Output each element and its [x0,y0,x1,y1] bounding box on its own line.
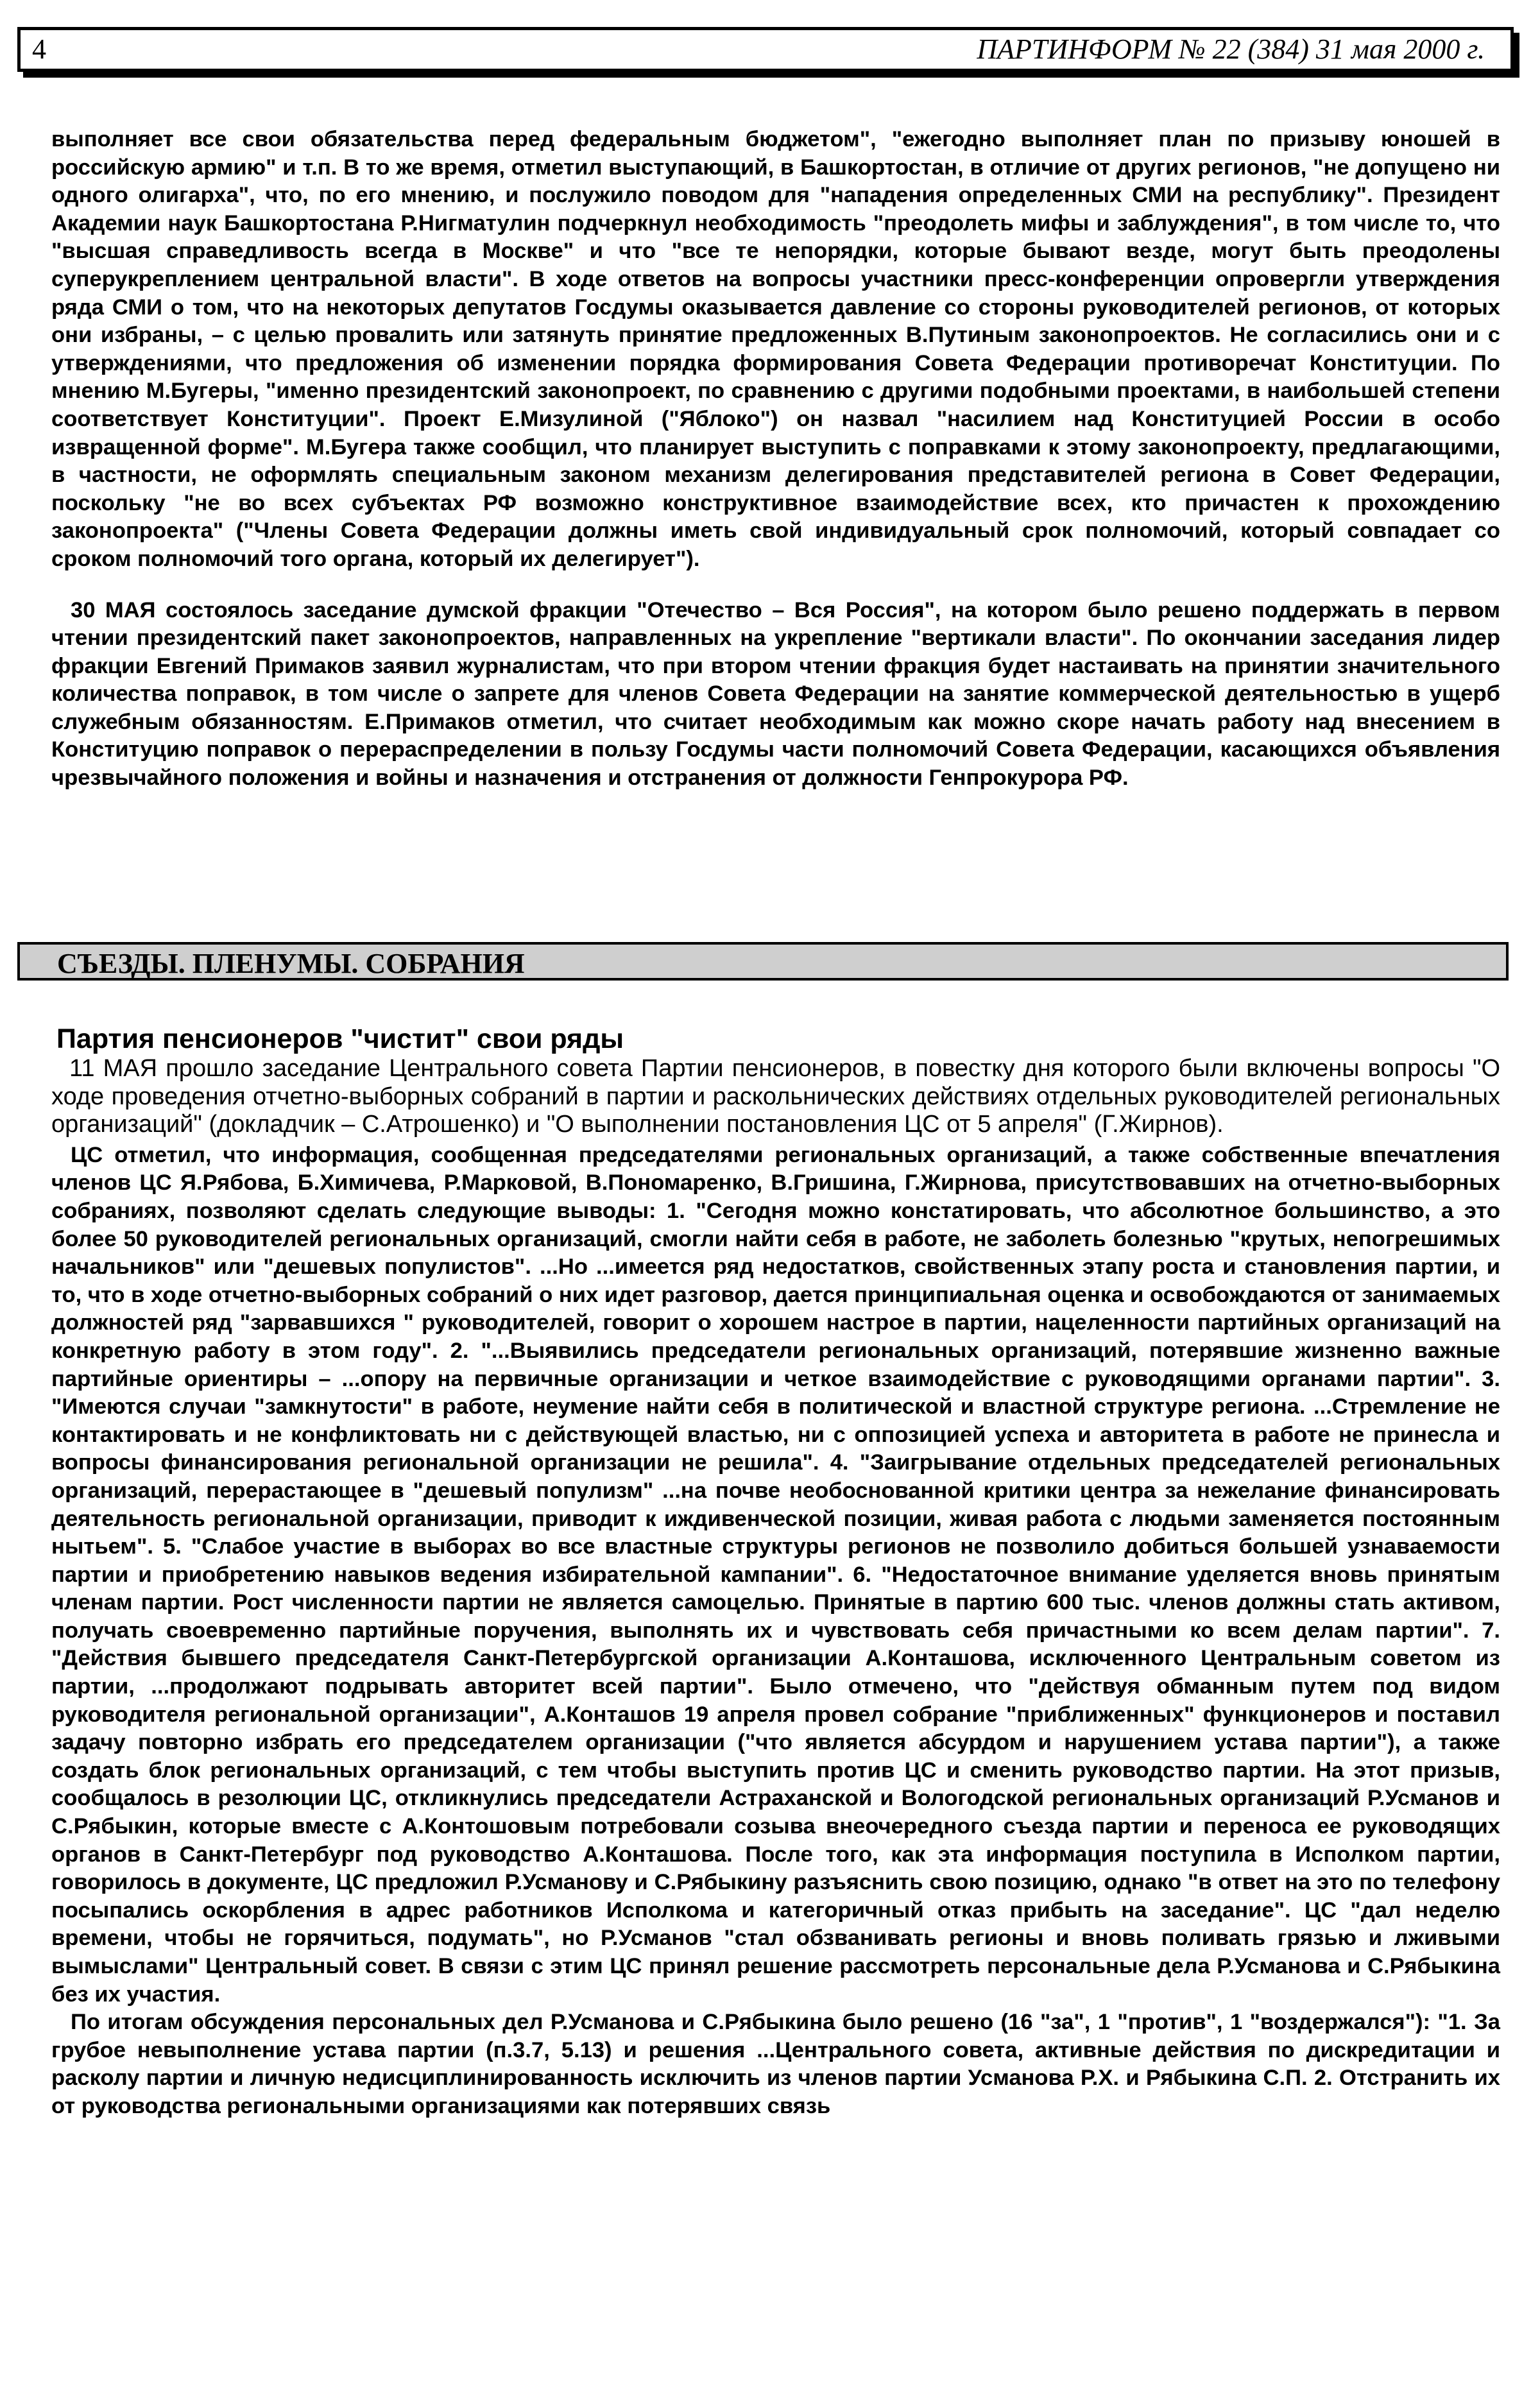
section-header [17,942,1509,981]
article-pensioners-party [51,1023,1500,2121]
article-paragraph: выполняет все свои обязательства перед федеральным бюджетом", "ежегодно выполняет план по призыву юношей в российскую армию" и т.п. В то же время, отметил выступающий, в Башкортостан, в отличие от других регионов, "не допущено ни одного олигарха", что, по его мнению, и послужило поводом для "нападения определенных СМИ на республику". Президент Академии наук Башкортостана Р.Нигматулин подчеркнул необходимость "преодолеть мифы и заблуждения", в том числе то, что "высшая справедливость всегда в Москве" и что "все те непорядки, которые бывают везде, могут быть преодолены суперукреплением центральной власти". В ходе ответов на вопросы участники пресс-конференции опровергли утверждения ряда СМИ о том, что на некоторых депутатов Госдумы оказывается давление со стороны руководителей регионов, от которых они избраны, – с целью провалить или затянуть принятие предложенных В.Путиным законопроектов. Не согласились они и с утверждениями, что предложения об изменении порядка формирования Совета Федерации противоречат Конституции. По мнению М.Бугеры, "именно президентский законопроект, по сравнению с другими подобными проектами, в наибольшей степени соответствует Конституции". Проект Е.Мизулиной ("Яблоко") он назвал "насилием над Конституцией России в особо извращенной форме". М.Бугера также сообщил, что планирует выступить с поправками к этому законопроекту, предлагающими, в частности, не оформлять специальным законом механизм делегирования представителей региона в Совет Федерации, поскольку "не во всех субъектах РФ возможно конструктивное взаимодействие всех, кто причастен к прохождению законопроекта" ("Члены Совета Федерации должны иметь свой индивидуальный срок полномочий, который совпадает со сроком полномочий того органа, который их делегирует"). [51,127,1500,571]
article-title: Партия пенсионеров "чистит" свои ряды [56,1024,624,1054]
page-number: 4 [32,33,46,65]
page-header [17,27,1514,72]
article-paragraph: ЦС отметил, что информация, сообщенная председателями региональных организаций, а также собственные впечатления членов ЦС Я.Рябова, Б.Химичева, Р.Марковой, В.Пономаренко, В.Гришина, Г.Жирнова, присутствовавших на отчетно-выборных собраниях, позволяют сделать следующие выводы: 1. "Сегодня можно констатировать, что абсолютное большинство, а это более 50 руководителей региональных организаций, смогли найти себя в работе, не заболеть болезнью "крутых, непогрешимых начальников" или "дешевых популистов". ...Но ...имеется ряд недостатков, свойственных этапу роста и становления партии, и то, что в ходе отчетно-выборных собраний о них идет разговор, дается принципиальная оценка и освобождаются от занимаемых должностей ряд "зарвавшихся " руководителей, говорит о хорошем настрое в партии, нацеленности партийных организаций на конкретную работу в этом году". 2. "...Выявились председатели региональных организаций, потерявшие жизненно важные партийные ориентиры – ...опору на первичные организации и четкое взаимодействие с руководящими органами партии". 3. "Имеются случаи "замкнутости" в работе, неумение найти себя в политической и властной структуре региона. ...Стремление не контактировать и не конфликтовать ни с действующей властью, ни с оппозицией успеха и авторитета в работе не принесла и вопросы финансирования региональной организации не решила". 4. "Заигрывание отдельных председателей региональных организаций, перерастающее в "дешевый популизм" ...на почве необоснованной критики центра за нежелание финансировать деятельность региональной организации, приводит к иждивенческой позиции, живая работа с людьми заменяется постоянным нытьем". 5. "Слабое участие в выборах во все властные структуры регионов не позволило добиться большей узнаваемости партии и приобретению навыков ведения избирательной кампании". 6. "Недостаточное внимание уделяется вновь принятым членам партии. Рост численности партии не является самоцелью. Принятые в партию 600 тыс. членов должны стать активом, получать своевременно партийные поручения, выполнять их и чувствовать себя причастными ко всем делам партии". 7. "Действия бывшего председателя Санкт-Петербургской организации А.Конташова, исключенного Центральным советом из партии, ...продолжают подрывать авторитет всей партии". Было отмечено, что "действуя обманным путем под видом руководителя региональной организации", А.Конташов 19 апреля провел собрание "приближенных" функционеров и поставил задачу повторно избрать его председателем организации ("что является абсурдом и нарушением устава партии"), а также создать блок региональных организаций, с тем чтобы выступить против ЦС и сменить руководство партии. На этот призыв, сообщалось в резолюции ЦС, откликнулись председатели Астраханской и Вологодской региональных организаций Р.Усманов и С.Рябыкин, которые вместе с А.Контошовым потребовали созыва внеочередного съезда партии и переноса ее руководящих органов в Санкт-Петербург под руководство А.Конташова. После того, как эта информация поступила в Исполком партии, говорилось в документе, ЦС предложил Р.Усманову и С.Рябыкину разъяснить свою позицию, однако "в ответ на это по телефону посыпались оскорбления в адрес работников Исполкома и категоричный отказ прибыть на заседание". ЦС "дал неделю времени, чтобы не горячиться, подумать", но Р.Усманов "стал обзванивать регионы и вновь поливать грязью и лживыми вымыслами" Центральный совет. В связи с этим ЦС принял решение рассмотреть персональные дела Р.Усманова и С.Рябыкина без их участия. [51,1142,1500,2007]
article-paragraph: По итогам обсуждения персональных дел Р.Усманова и С.Рябыкина было решено (16 "за", 1 "против", 1 "воздержался"): "1. За грубое невыполнение устава партии (п.3.7, 5.13) и решения ...Центрального совета, активные действия по дискредитации и расколу партии и личную недисциплинированность исключить из членов партии Усманова Р.Х. и Рябыкина С.П. 2. Отстранить их от руководства региональными организациями как потерявших связь [51,2010,1500,2118]
publication-title: ПАРТИНФОРМ № 22 (384) 31 мая 2000 г. [977,33,1485,65]
article-constitution-continuation [51,126,1500,793]
article-paragraph: 30 МАЯ состоялось заседание думской фракции "Отечество – Вся Россия", на котором было решено поддержать в первом чтении президентский пакет законопроектов, направленных на укрепление "вертикали власти". По окончании заседания лидер фракции Евгений Примаков заявил журналистам, что при втором чтении фракция будет настаивать на принятии значительного количества поправок, в том числе о запрете для членов Совета Федерации на занятие коммерческой деятельностью в ущерб служебным обязанностям. Е.Примаков отметил, что считает необходимым как можно скоре начать работу над внесением в Конституцию поправок о перераспределении в пользу Госдумы части полномочий Совета Федерации, касающихся объявления чрезвычайного положения и войны и назначения и отстранения от должности Генпрокурора РФ. [51,597,1500,791]
section-title: СЪЕЗДЫ. ПЛЕНУМЫ. СОБРАНИЯ [57,948,525,979]
article-lead: 11 МАЯ прошло заседание Центрального совета Партии пенсионеров, в повестку дня которого были включены вопросы "О ходе проведения отчетно-выборных собраний в партии и раскольнических действиях отдельных руководителей региональных организаций" (докладчик – С.Атрошенко) и "О выполнении постановления ЦС от 5 апреля" (Г.Жирнов). [51,1055,1500,1138]
